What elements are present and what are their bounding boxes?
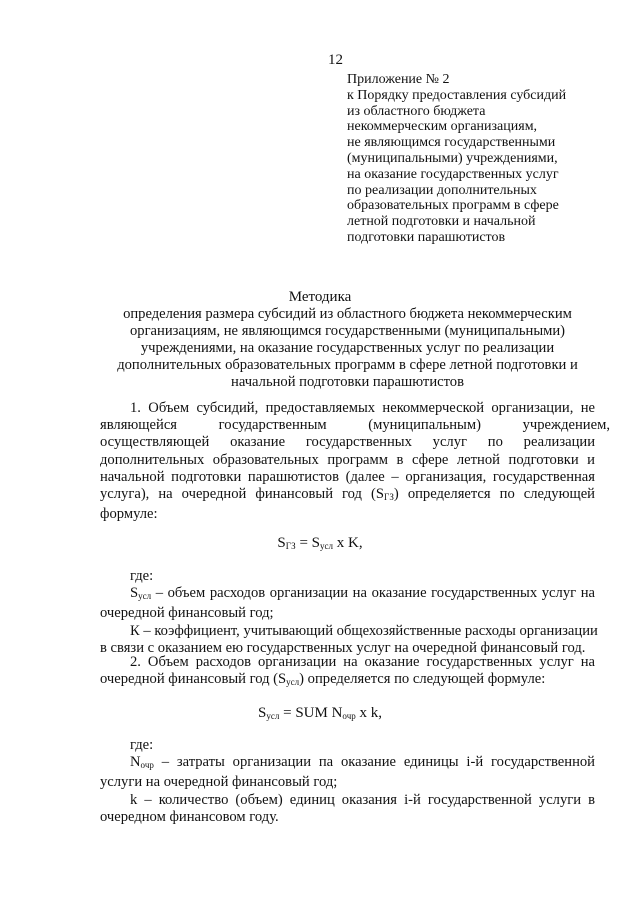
definition-line: в связи с оказанием ею государственных услуг на очередной финансовый год. (100, 639, 586, 656)
definitions-2 (100, 737, 595, 826)
appendix-line: подготовки парашютистов (347, 229, 506, 245)
text-run: очередной финансовый год (S (100, 671, 287, 688)
subtitle-line: определения размера субсидий из областного бюджета некоммерческим (123, 306, 572, 322)
text-run: ) определяется по следующей формуле: (299, 671, 546, 688)
appendix-line: по реализации дополнительных (347, 182, 537, 198)
appendix-line: из областного бюджета (347, 103, 486, 119)
appendix-line: летной подготовки и начальной (347, 214, 536, 230)
document-subtitle (100, 306, 595, 391)
paragraph-line: осуществляющей оказание государственных услуг по реализации (100, 434, 595, 451)
subtitle-line: дополнительных образовательных программ в сфере летной подготовки и (117, 357, 578, 373)
subscript: усл (266, 711, 280, 721)
appendix-line: на оказание государственных услуг (347, 166, 559, 182)
subscript: ГЗ (383, 492, 394, 503)
paragraph-line: формуле: (100, 506, 158, 523)
paragraph-line: являющейся государственным (муниципальным) учреждением, (100, 417, 610, 434)
paragraph-line (100, 671, 595, 691)
definitions-1 (100, 568, 598, 657)
subtitle-line: учреждениями, на оказание государственных услуг по реализации (140, 340, 555, 356)
subscript: очр (342, 711, 356, 721)
formula-expenses (0, 705, 640, 722)
definition-line: услуги на очередной финансовый год; (100, 774, 338, 791)
definition-symbol: N (130, 754, 141, 771)
appendix-line: к Порядку предоставления субсидий (347, 87, 567, 103)
appendix-line: образовательных программ в сфере (347, 198, 559, 214)
formula-text: = S (295, 535, 320, 551)
appendix-header (347, 72, 607, 246)
definition-symbol: S (130, 585, 139, 602)
document-title: Методика (288, 289, 352, 305)
page-number: 12 (328, 52, 343, 68)
appendix-line: (муниципальными) учреждениями, (347, 150, 558, 166)
section-2-paragraph (100, 654, 595, 691)
appendix-line: Приложение № 2 (347, 72, 450, 87)
definition-line: очередной финансовый год; (100, 605, 274, 622)
definition-text: – затраты организации па оказание единицы i-й государственной (153, 754, 595, 771)
subscript: очр (140, 760, 154, 771)
subscript: ГЗ (285, 541, 296, 551)
definition-line (100, 754, 595, 774)
paragraph-line: начальной подготовки парашютистов (далее – организация, государственная (100, 468, 595, 485)
paragraph-line: дополнительных образовательных программ в сфере летной подготовки и (100, 451, 595, 468)
definition-line: К – коэффициент, учитывающий общехозяйственные расходы организации (130, 622, 598, 639)
definition-line (100, 585, 595, 605)
definition-text: – объем расходов организации на оказание государственных услуг на (151, 585, 595, 602)
formula-subsidy (0, 535, 640, 552)
definition-line: k – количество (объем) единиц оказания i-й государственной услуги в (130, 791, 595, 808)
subscript: усл (286, 677, 300, 688)
appendix-line: не являющимся государственными (347, 135, 556, 151)
definition-line: очередном финансовом году. (100, 808, 279, 825)
text-run: услуга), на очередной финансовый год (S (100, 486, 384, 503)
formula-text: x K, (333, 535, 363, 551)
where-label: где: (130, 568, 154, 584)
paragraph-line: 2. Объем расходов организации на оказание государственных услуг на (130, 654, 595, 670)
formula-symbol: S (277, 535, 286, 551)
where-label: где: (130, 737, 154, 753)
subscript: усл (138, 591, 152, 602)
formula-text: = SUM N (279, 705, 343, 721)
formula-text: x k, (355, 705, 382, 721)
subtitle-line: организациям, не являющимся государственными (муниципальными) (129, 323, 566, 339)
formula-symbol: S (258, 705, 267, 721)
appendix-line: некоммерческим организациям, (347, 119, 538, 135)
paragraph-line (100, 486, 595, 506)
section-1-paragraph (100, 400, 610, 523)
paragraph-line: 1. Объем субсидий, предоставляемых некоммерческой организации, не (130, 400, 595, 416)
subtitle-line: начальной подготовки парашютистов (231, 374, 464, 390)
text-run: ) определяется по следующей (393, 486, 595, 503)
subscript: усл (320, 541, 333, 551)
